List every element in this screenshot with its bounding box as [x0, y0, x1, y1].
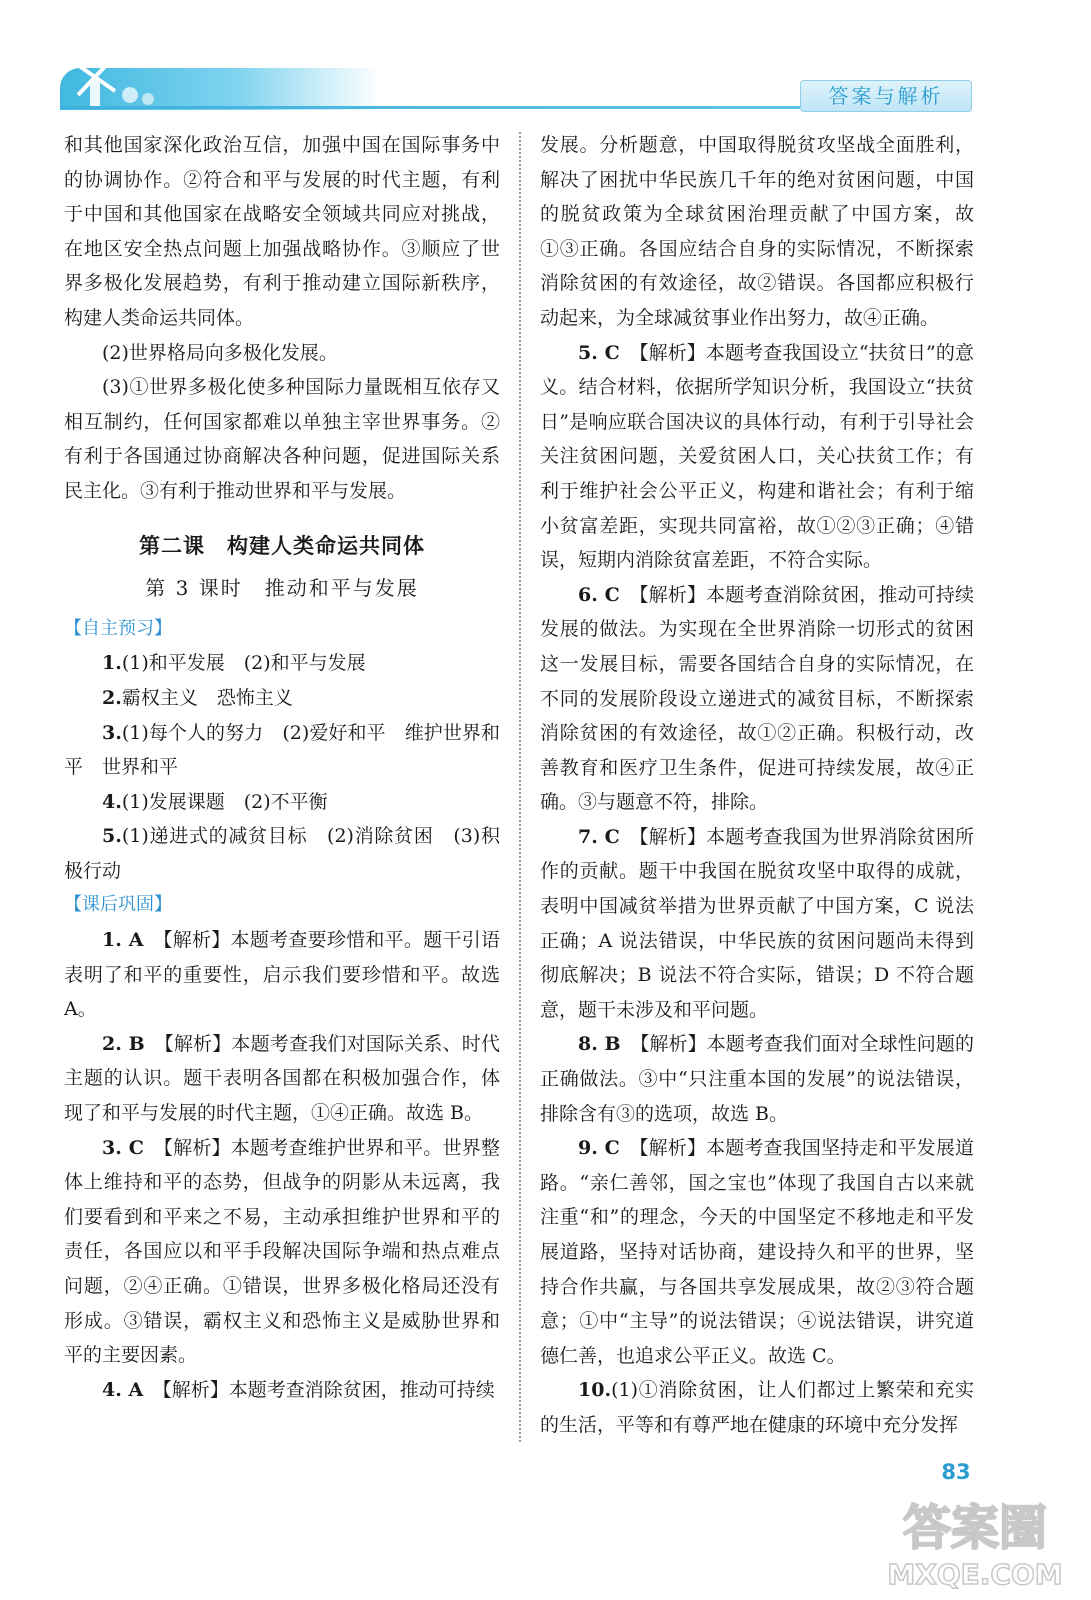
windmill-icon [70, 55, 160, 113]
watermark-line-2: MXQE.COM [887, 1558, 1063, 1591]
paragraph: (3)①世界多极化使多种国际力量既相互依存又相互制约，任何国家都难以单独主宰世界事务。②有利于各国通过协商解决各种问题，促进国际关系民主化。③有利于推动世界和平与发展。 [64, 376, 500, 502]
answer-item: 10.(1)①消除贫困，让人们都过上繁荣和充实的生活，平等和有尊严地在健康的环境中充分发挥 [540, 1379, 974, 1436]
lesson-title: 第二课 构建人类命运共同体 [139, 533, 425, 558]
answer-item: 5. C 【解析】本题考查我国设立“扶贫日”的意义。结合材料，依据所学知识分析，我国设立“扶贫日”是响应联合国决议的具体行动，有利于引导社会关注贫困问题，关爱贫困人口，关心扶贫工作；有利于维护社会公平正义，构建和谐社会；有利于缩小贫富差距，实现共同富裕，故①②③正确；④错误，短期内消除贫富差距，不符合实际。 [540, 341, 974, 572]
answer-item: 7. C 【解析】本题考查我国为世界消除贫困所作的贡献。题干中我国在脱贫攻坚中取得的成就，表明中国减贫举措为世界贡献了中国方案，C 说法正确；A 说法错误，中华民族的贫困问题尚未得到彻底解决；B 说法不符合实际，错误；D 不符合题意，题干未涉及和平问题。 [540, 825, 974, 1021]
answer-item: 1. A 【解析】本题考查要珍惜和平。题干引语表明了和平的重要性，启示我们要珍惜和平。故选 A。 [64, 929, 500, 1021]
answer-item: 8. B 【解析】本题考查我们面对全球性问题的正确做法。③中“只注重本国的发展”的说法错误，排除含有③的选项，故选 B。 [540, 1033, 974, 1125]
answer-item: 3. C 【解析】本题考查维护世界和平。世界整体上维持和平的态势，但战争的阴影从未远离，我们要看到和平来之不易，主动承担维护世界和平的责任，各国应以和平手段解决国际争端和热点难点问题，②④正确。①错误，世界多极化格局还没有形成。③错误，霸权主义和恐怖主义是威胁世界和平的主要因素。 [64, 1136, 500, 1367]
answer-item: 2. B 【解析】本题考查我们对国际关系、时代主题的认识。题干表明各国都在积极加强合作，体现了和平与发展的时代主题，①④正确。故选 B。 [64, 1032, 500, 1125]
section-label-review: 【课后巩固】 [64, 894, 172, 916]
left-column [64, 128, 500, 1407]
paragraph: 和其他国家深化政治互信，加强中国在国际事务中的协调协作。②符合和平与发展的时代主题，有利于中国和其他国家在战略安全领域共同应对挑战，在地区安全热点问题上加强战略协作。③顺应了世界多极化发展趋势，有利于推动建立国际新秩序，构建人类命运共同体。 [64, 134, 500, 329]
header-rule [60, 106, 800, 109]
column-divider [519, 132, 521, 1442]
answer-item: 9. C 【解析】本题考查我国坚持走和平发展道路。“亲仁善邻，国之宝也”体现了我国自古以来就注重“和”的理念，今天的中国坚定不移地走和平发展道路，坚持对话协商，建设持久和平的世界，坚持合作共赢，与各国共享发展成果，故②③符合题意；①中“主导”的说法错误；④说法错误，讲究道德仁善，也追求公平正义。故选 C。 [540, 1137, 974, 1367]
paragraph: 发展。分析题意，中国取得脱贫攻坚战全面胜利，解决了困扰中华民族几千年的绝对贫困问题，中国的脱贫政策为全球贫困治理贡献了中国方案，故①③正确。各国应结合自身的实际情况，不断探索消除贫困的有效途径，故②错误。各国都应积极行动起来，为全球减贫事业作出努力，故④正确。 [540, 134, 974, 329]
answer-item: 4. A 【解析】本题考查消除贫困，推动可持续 [102, 1378, 495, 1401]
answer-item: 4.(1)发展课题 (2)不平衡 [102, 790, 328, 813]
answer-item: 6. C 【解析】本题考查消除贫困，推动可持续发展的做法。为实现在全世界消除一切形式的贫困这一发展目标，需要各国结合自身的实际情况，在不同的发展阶段设立递进式的减贫目标，不断探索消除贫困的有效途径，故①②正确。积极行动，改善教育和医疗卫生条件，促进可持续发展，故④正确。③与题意不符，排除。 [540, 583, 974, 814]
answer-item: 5.(1)递进式的减贫目标 (2)消除贫困 (3)积极行动 [64, 825, 500, 882]
section-label-preview: 【自主预习】 [64, 617, 172, 639]
watermark-logo [880, 1484, 1070, 1596]
answer-item: 1.(1)和平发展 (2)和平与发展 [102, 652, 366, 675]
page-header [0, 0, 1091, 120]
paragraph: (2)世界格局向多极化发展。 [102, 341, 338, 364]
page-number: 83 [941, 1460, 971, 1484]
right-column [540, 128, 974, 1443]
answer-item: 3.(1)每个人的努力 (2)爱好和平 维护世界和平 世界和平 [64, 721, 500, 779]
watermark-line-1: 答案圈 [902, 1500, 1048, 1556]
header-tag: 答案与解析 [800, 80, 972, 112]
period-title: 第 3 课时 推动和平与发展 [145, 576, 419, 601]
answer-item: 2.霸权主义 恐怖主义 [102, 686, 293, 709]
